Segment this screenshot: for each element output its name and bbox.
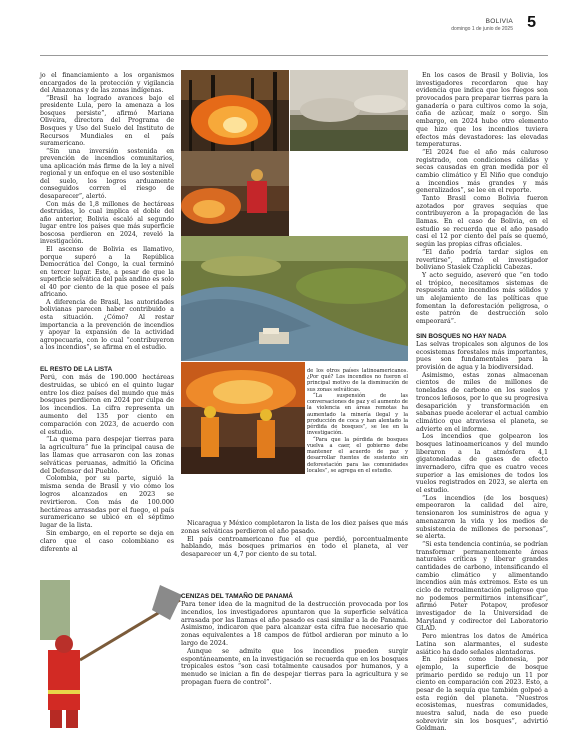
paragraph: El ascenso de Bolivia es llamativo, porque superó a la República Democrática del Congo, la cual terminó en tercer lugar. Este, a pesar de que la superficie selvática del país andino es solo el 40 por ciento de la que posee el país africano. (40, 245, 174, 299)
firefighters-orange-photo (181, 362, 305, 474)
paragraph: “El daño podría tardar siglos en revertirse”, afirmó el investigador boliviano Stasiek Czaplicki Cabezas. (416, 248, 548, 272)
article-column-2-upper (307, 368, 408, 474)
paragraph: Asimismo, estas zonas almacenan cientos de miles de millones de toneladas de carbono en los suelos y troncos leñosos, por lo que su progresiva desaparición y transformación en sabanas puede acelerar el actual cambio climático que atraviesa el planeta, se advierte en el informe. (416, 371, 548, 433)
paragraph: “La suspensión de las conversaciones de paz y el aumento de la violencia en áreas remotas ha aumentado la minería ilegal y la producción de coca y han alentado la pérdida de bosques”, se lee en la investigación. (307, 392, 408, 437)
paragraph: “El 2024 fue el año más caluroso registrado, con condiciones cálidas y secas causadas en gran medida por el cambio climático y El Niño que condujo a incendios más grandes y más generalizados”, se lee en el reporte. (416, 148, 548, 195)
paragraph: “Para que la pérdida de bosques vuelva a caer, el gobierno debe mantener el acuerdo de paz y desarrollar fuentes de sustento sin deforestación para las comunidades locales”, se agrega en el estudio. (307, 436, 408, 474)
paragraph: “Si esta tendencia continúa, se podrían transformar permanentemente áreas naturales críticas y liberar grandes cantidades de carbono, intensificando el cambio climático y alimentando incendios aún más extremos. Este es un ciclo de retroalimentación peligroso que no podemos permitirnos intensificar”, afirmó Peter Potapov, profesor investigador de la Universidad de Maryland y codirector del Laboratorio GLAD. (416, 540, 548, 633)
paragraph: Las selvas tropicales son algunos de los ecosistemas forestales más importantes, pues son fundamentales para la provisión de agua y la biodiversidad. (416, 341, 548, 372)
wildfire-photo (181, 70, 289, 151)
article-column-3-upper (416, 72, 548, 326)
paragraph: jo el financiamiento a los organismos encargados de la protección y vigilancia del Amazonas y de las zonas indígenas. (40, 72, 174, 95)
article-column-2-lower (181, 590, 408, 687)
paragraph: “Los incendios (de los bosques) empeoraron la calidad del aire, tensionaron los suministros de agua y amenazaron la vida y los medios de subsistencia de millones de personas”, se alerta. (416, 494, 548, 541)
paragraph: “Brasil ha logrado avances bajo el presidente Lula, pero la amenaza a los bosques persiste”, afirmó Mariana Oliveira, directora del Programa de Bosques y Uso del Suelo del Instituto de Recursos Mundiales en el país suramericano. (40, 94, 174, 148)
paragraph: Tanto Brasil como Bolivia fueron azotados por graves sequías que contribuyeron a la propagación de las llamas. En el caso de Bolivia, en el estudio se recuerda que el año pasado casi el 12 por ciento del país se quemó, según las propias cifras oficiales. (416, 195, 548, 249)
section-name: BOLIVIA (485, 18, 513, 25)
paragraph: Aunque se admite que los incendios pueden surgir espontáneamente, en la investigación se recuerda que en los bosques tropicales estos “son casi totalmente causados por humanos, y a menudo se inician a fin de despejar tierras para la agricultura y se propagan fuera de control”. (181, 646, 408, 686)
article-column-2-wide (181, 520, 408, 559)
paragraph: El país centroamericano fue el que perdió, porcentualmente hablando, más bosques primarios en todo el planeta, al ver desaparecer un 4,7 por ciento de su total. (181, 534, 408, 559)
firefighter-photo (181, 151, 289, 236)
article-column-1-top (40, 72, 174, 352)
header-divider (40, 55, 548, 56)
paragraph: Para tener idea de la magnitud de la destrucción provocada por los incendios, los investigadores apuntaron que la superficie selvática arrasada por las llamas el año pasado es casi similar a la de Panamá. Asimismo, indicaron que para alcanzar esta cifra fue necesario que zonas equivalentes a 18 campos de fútbol ardieran por minuto a lo largo de 2024. (181, 600, 408, 647)
page-header (0, 0, 576, 46)
paragraph: Los incendios que golpearon los bosques latinoamericanos y del mundo liberaron a la atmósfera 4,1 gigatoneladas de gases de efecto invernadero, cifra que es cuatro veces superior a las emisiones de todos los vuelos registrados en 2023, se alerta en el estudio. (416, 433, 548, 495)
paragraph: Colombia, por su parte, siguió la misma senda de Brasil y vio cómo los logros alcanzados en 2023 se revirtieron. Con más de 100.000 hectáreas arrasadas por el fuego, el país suramericano se ubicó en el séptimo lugar de la lista. (40, 474, 174, 530)
smoke-forest-photo (290, 70, 408, 151)
subheading: EL RESTO DE LA LISTA (40, 366, 113, 373)
paragraph: Nicaragua y México completaron la lista de los diez países que más zonas selváticas perdieron el año pasado. (181, 519, 408, 535)
paragraph: En los casos de Brasil y Bolivia, los investigadores recordaron que hay evidencia que indica que los fuegos son provocados para preparar tierras para la ganadería o para cultivos como la soja, caña de azúcar, maíz o sorgo. Sin embargo, en 2024 hubo otro elemento que hizo que los incendios tuviera efectos más devastadores: las elevadas temperaturas. (416, 72, 548, 149)
paragraph: Perú, con más de 190.000 hectáreas destruidas, se ubicó en el quinto lugar entre los diez países del mundo que más bosques perdieron en 2024 por culpa de los incendios. La cifra representa un aumento del 135 por ciento en comparación con 2023, de acuerdo con el estudio. (40, 373, 174, 436)
paragraph: “La quema para despejar tierras para la agricultura” fue la principal causa de las llamas que arrasaron con las zonas selváticas peruanas, admitió la Oficina del Defensor del Pueblo. (40, 435, 174, 475)
issue-date: domingo 1 de junio de 2025 (451, 26, 513, 32)
article-column-1-bottom (40, 363, 174, 553)
paragraph: Y acto seguido, aseveró que “en todo el trópico, necesitamos sistemas de respuesta ante incendios más sólidos y un alejamiento de las políticas que fomentan la deforestación peligrosa, o este patrón de destrucción solo empeorará”. (416, 271, 548, 325)
paragraph: A diferencia de Brasil, las autoridades bolivianas parecen haber contribuido a esta situación. ¿Cómo? Al restar importancia a la prevención de incendios y apoyar la expansión de la actividad agropecuaria, con lo cual “contribuyeron a los incendios”, se afirma en el estudio. (40, 298, 174, 352)
article-column-3-lower (416, 330, 548, 733)
page-number: 5 (527, 14, 536, 31)
paragraph: En países como Indonesia, por ejemplo, la superficie de bosque primario perdido se redujo un 11 por ciento en comparación con 2023. Esto, a pesar de la sequía que también golpeó a esta región del planeta. “Nuestros ecosistemas, nuestras comunidades, nuestra salud, nada de eso puede sobrevivir sin los bosques”, advirtió Goldman. (416, 656, 548, 733)
aerial-river-photo (181, 236, 408, 361)
paragraph: “Sin una inversión sostenida en prevención de incendios comunitarios, una aplicación más firme de la ley a nivel regional y un enfoque en el uso sostenible del suelo, los logros arduamente conseguidos corren el riesgo de desaparecer”, alertó. (40, 147, 174, 200)
subheading: CENIZAS DEL TAMAÑO DE PANAMÁ (181, 593, 293, 600)
paragraph: Con más de 1,8 millones de hectáreas destruidas, lo cual implica el doble del año anterior, Bolivia escaló al segundo lugar entre los países que más superficie boscosa perdieron en 2024, reveló la investigación. (40, 200, 174, 246)
paragraph: de los otros países latinoamericanos. ¿Por qué? Los incendios no fueron el principal motivo de la disminución de sus zonas selváticas. (307, 368, 408, 393)
firefighter-tool-photo (40, 580, 182, 728)
paragraph: Pero mientras los datos de América Latina son alarmantes, el sudeste asiático ha dado señales alentadoras. (416, 633, 548, 656)
paragraph: Sin embargo, en el reporte se deja en claro que el caso colombiano es diferente al (40, 528, 174, 553)
subheading: SIN BOSQUES NO HAY NADA (416, 333, 507, 340)
